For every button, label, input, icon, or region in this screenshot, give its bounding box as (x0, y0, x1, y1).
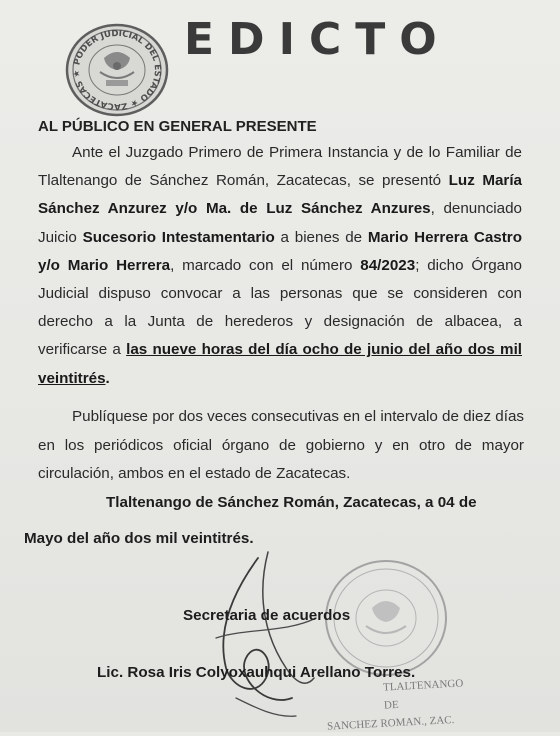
greeting-heading: AL PÚBLICO EN GENERAL PRESENTE (38, 118, 317, 135)
place-line: Tlaltenango de Sánchez Román, Zacatecas, a 04 de (106, 494, 477, 511)
applicant-name: Luz María Sánchez Anzurez y/o Ma. de Luz Sánchez Anzures (38, 172, 523, 218)
case-number: 84/2023 (360, 256, 416, 274)
p1-end: . (105, 369, 110, 387)
signer-role: Secretaria de acuerdos (183, 607, 351, 624)
stamp-line-1: TLALTENANGO DE (382, 677, 464, 712)
document-title: EDICTO (184, 14, 451, 65)
paragraph-publication (38, 403, 524, 489)
stamp-text (325, 674, 468, 735)
p1-text-4: , marcado con el número (170, 256, 361, 274)
p1-text-1: Ante el Juzgado Primero de Primera Instancia y de lo Familiar de Tlaltenango de Sánchez Román, Zacatecas, se presentó (38, 144, 522, 190)
p1-text-5: ; dicho Órgano Judicial dispuso convocar a las personas que se consideren con derecho a la Junta de herederos y designación de albacea, a verificarse a (38, 256, 522, 359)
stamp-line-2: SANCHEZ ROMAN., ZAC. (326, 713, 455, 733)
case-type: Sucesorio Intestamentario (82, 228, 275, 246)
p1-text-2: , denunciado Juicio (38, 200, 522, 246)
hearing-datetime: las nueve horas del día ocho de junio del año dos mil veintitrés (38, 341, 523, 387)
signer-name: Lic. Rosa Iris Colyoxauhqui Arellano Torres. (97, 664, 416, 681)
p1-text-3: a bienes de (274, 228, 368, 246)
signature-icon (196, 548, 326, 728)
paragraph-main (38, 139, 522, 393)
judicial-seal-icon (64, 22, 170, 118)
p2-text: Publíquese por dos veces consecutivas en el intervalo de diez días en los periódicos oficial órgano de gobierno y en otro de mayor circulación, ambos en el estado de Zacatecas. (38, 408, 524, 482)
svg-text:PODER JUDICIAL DEL ESTADO ★ ZA: PODER JUDICIAL DEL ESTADO ★ ZACATECAS ★ (71, 28, 163, 112)
date-line: Mayo del año dos mil veintitrés. (24, 530, 254, 547)
deceased-name: Mario Herrera Castro y/o Mario Herrera (38, 228, 522, 274)
